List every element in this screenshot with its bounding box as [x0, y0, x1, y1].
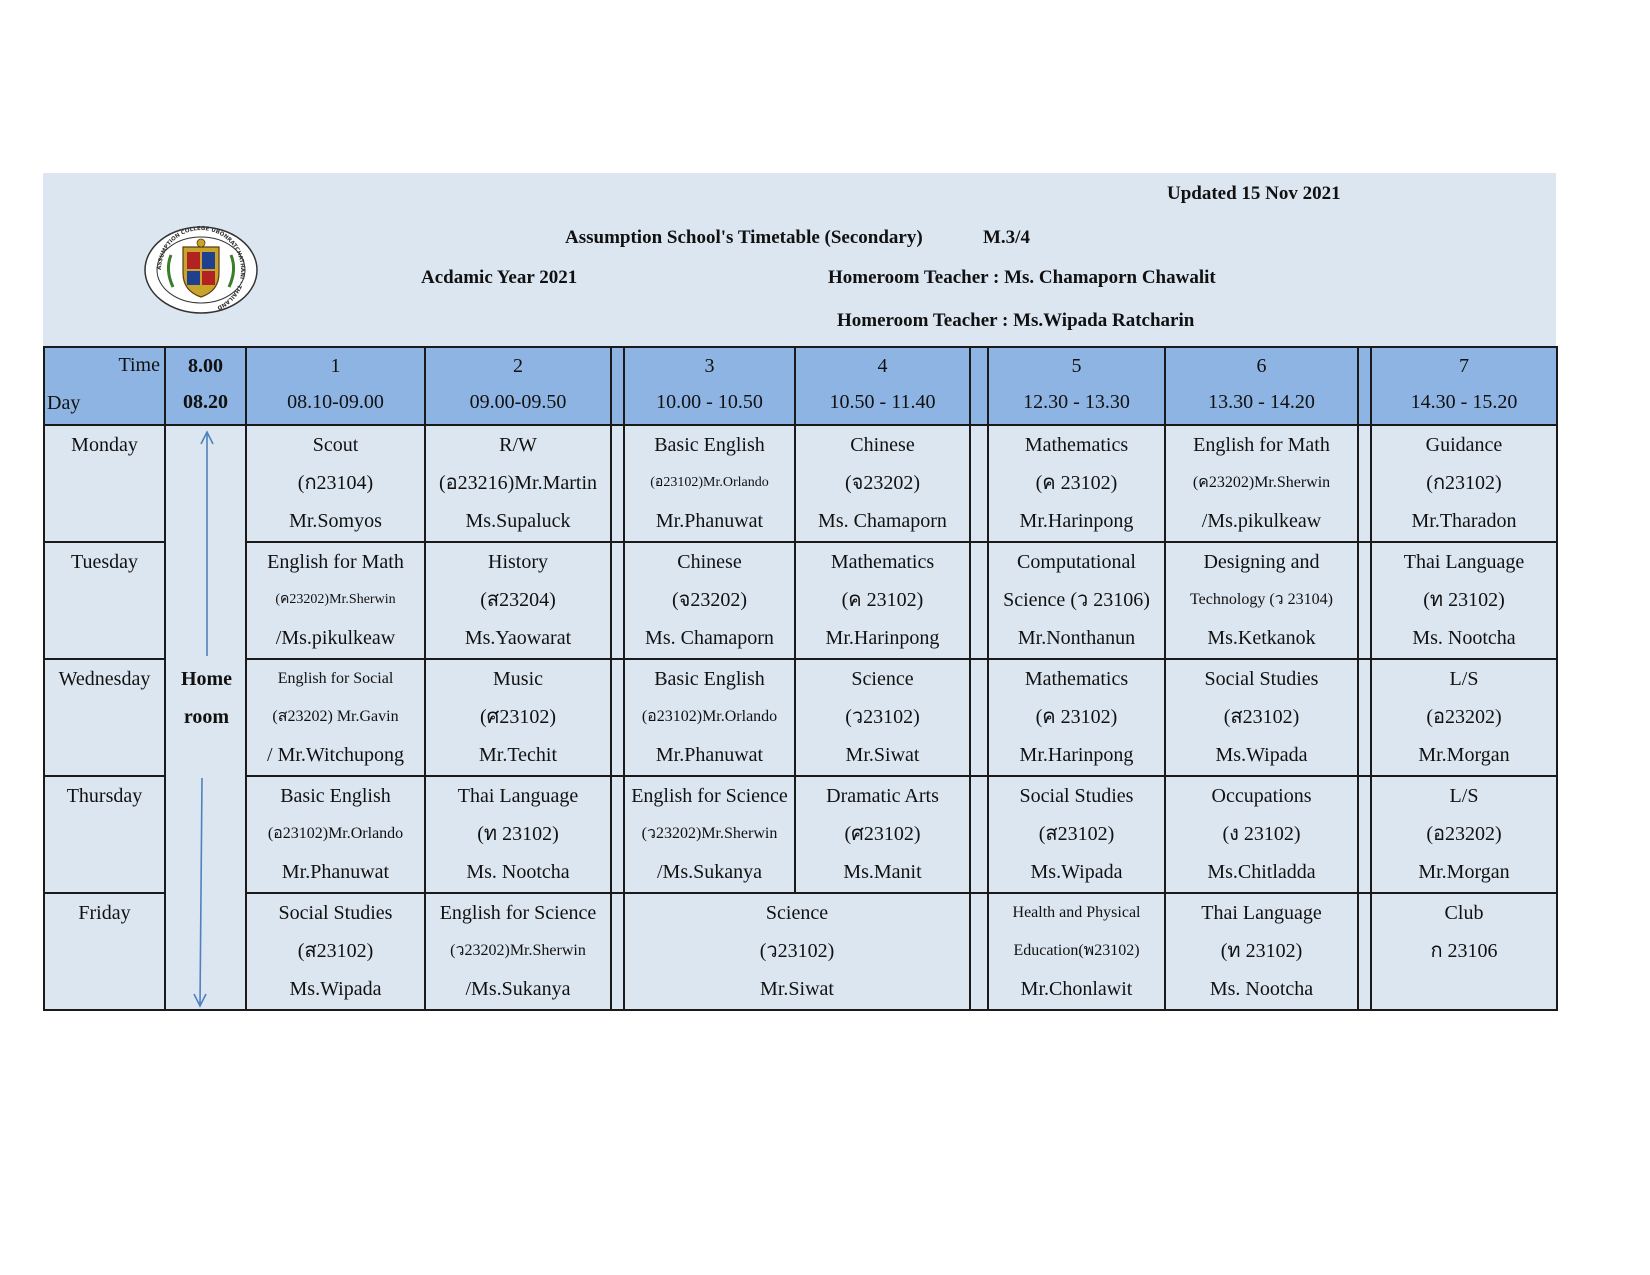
- class-label: M.3/4: [983, 227, 1030, 248]
- timetable-sheet: [43, 173, 1556, 1018]
- lesson-cell: Chinese (จ23202) Ms. Chamaporn: [624, 542, 795, 659]
- period-6-header: 6 13.30 - 14.20: [1165, 347, 1358, 425]
- day-name: Tuesday: [44, 542, 165, 659]
- period-2-header: 2 09.00-09.50: [425, 347, 611, 425]
- day-row-monday: [44, 425, 1557, 542]
- lesson-cell: English for Science (ว23202)Mr.Sherwin /Ms.Sukanya: [624, 776, 795, 893]
- lesson-cell: Basic English (อ23102)Mr.Orlando Mr.Phanuwat: [624, 659, 795, 776]
- lesson-cell: Guidance (ก23102) Mr.Tharadon: [1371, 425, 1557, 542]
- svg-text:ASSUMPTION COLLEGE UBONRATCHAT: ASSUMPTION COLLEGE UBONRATCHATHANI · THAILAND: [156, 225, 246, 311]
- timetable-header: [43, 173, 1556, 346]
- day-name: Monday: [44, 425, 165, 542]
- day-row-wednesday: [44, 659, 1557, 776]
- homeroom-label: Home room: [180, 668, 233, 728]
- period-7-header: 7 14.30 - 15.20: [1371, 347, 1557, 425]
- lunch-gap: [970, 347, 988, 425]
- lesson-cell: Mathematics (ค 23102) Mr.Harinpong: [988, 425, 1165, 542]
- lesson-cell: Designing and Technology (ว 23104) Ms.Ketkanok: [1165, 542, 1358, 659]
- lesson-cell: Basic English (อ23102)Mr.Orlando Mr.Phanuwat: [624, 425, 795, 542]
- lesson-cell: Science (ว23102) Mr.Siwat: [795, 659, 970, 776]
- lesson-cell: English for Math (ค23202)Mr.Sherwin /Ms.pikulkeaw: [246, 542, 425, 659]
- lesson-cell: Mathematics (ค 23102) Mr.Harinpong: [795, 542, 970, 659]
- day-row-tuesday: [44, 542, 1557, 659]
- period-4-header: 4 10.50 - 11.40: [795, 347, 970, 425]
- day-row-friday: [44, 893, 1557, 1010]
- lesson-cell: Chinese (จ23202) Ms. Chamaporn: [795, 425, 970, 542]
- day-name: Wednesday: [44, 659, 165, 776]
- lesson-cell: Basic English (อ23102)Mr.Orlando Mr.Phanuwat: [246, 776, 425, 893]
- break-gap: [611, 347, 624, 425]
- lesson-cell: L/S (อ23202) Mr.Morgan: [1371, 659, 1557, 776]
- updated-date: Updated 15 Nov 2021: [1167, 183, 1341, 204]
- lesson-cell: English for Social (ส23202) Mr.Gavin / Mr.Witchupong: [246, 659, 425, 776]
- lesson-cell: Social Studies (ส23102) Ms.Wipada: [988, 776, 1165, 893]
- lesson-cell: R/W (อ23216)Mr.Martin Ms.Supaluck: [425, 425, 611, 542]
- period-1-header: 1 08.10-09.00: [246, 347, 425, 425]
- lesson-cell: Thai Language (ท 23102) Ms. Nootcha: [425, 776, 611, 893]
- lesson-cell: Social Studies (ส23102) Ms.Wipada: [1165, 659, 1358, 776]
- lesson-cell: Music (ศ23102) Mr.Techit: [425, 659, 611, 776]
- lesson-cell: Scout (ก23104) Mr.Somyos: [246, 425, 425, 542]
- page-title: Assumption School's Timetable (Secondary): [565, 227, 923, 248]
- lesson-cell: English for Math (ค23202)Mr.Sherwin /Ms.pikulkeaw: [1165, 425, 1358, 542]
- period-3-header: 3 10.00 - 10.50: [624, 347, 795, 425]
- lesson-cell-double: Science (ว23102) Mr.Siwat: [624, 893, 970, 1010]
- academic-year: Acdamic Year 2021: [421, 267, 578, 288]
- lesson-cell: Social Studies (ส23102) Ms.Wipada: [246, 893, 425, 1010]
- period-5-header: 5 12.30 - 13.30: [988, 347, 1165, 425]
- corner-cell: [44, 347, 165, 425]
- lesson-cell: Computational Science (ว 23106) Mr.Nonthanun: [988, 542, 1165, 659]
- day-name: Friday: [44, 893, 165, 1010]
- lesson-cell: Dramatic Arts (ศ23102) Ms.Manit: [795, 776, 970, 893]
- lesson-cell: History (ส23204) Ms.Yaowarat: [425, 542, 611, 659]
- lesson-cell: L/S (อ23202) Mr.Morgan: [1371, 776, 1557, 893]
- lesson-cell: English for Science (ว23202)Mr.Sherwin /Ms.Sukanya: [425, 893, 611, 1010]
- time-label: Time: [118, 354, 160, 376]
- homeroom-column: [165, 425, 246, 1010]
- break-gap: [1358, 347, 1371, 425]
- homeroom-teacher-2: Homeroom Teacher : Ms.Wipada Ratcharin: [837, 310, 1195, 331]
- lesson-cell: Thai Language (ท 23102) Ms. Nootcha: [1371, 542, 1557, 659]
- lesson-cell: Thai Language (ท 23102) Ms. Nootcha: [1165, 893, 1358, 1010]
- lesson-cell: Health and Physical Education(พ23102) Mr.Chonlawit: [988, 893, 1165, 1010]
- school-logo: [143, 225, 259, 315]
- lesson-cell: Occupations (ง 23102) Ms.Chitladda: [1165, 776, 1358, 893]
- day-label: Day: [47, 392, 81, 414]
- day-name: Thursday: [44, 776, 165, 893]
- day-row-thursday: [44, 776, 1557, 893]
- lesson-cell: Club ก 23106: [1371, 893, 1557, 1010]
- period-header-row: [44, 347, 1557, 425]
- homeroom-time-header: 8.00 08.20: [165, 347, 246, 425]
- lesson-cell: Mathematics (ค 23102) Mr.Harinpong: [988, 659, 1165, 776]
- timetable-grid: [43, 346, 1558, 1011]
- homeroom-teacher-1: Homeroom Teacher : Ms. Chamaporn Chawalit: [828, 267, 1216, 288]
